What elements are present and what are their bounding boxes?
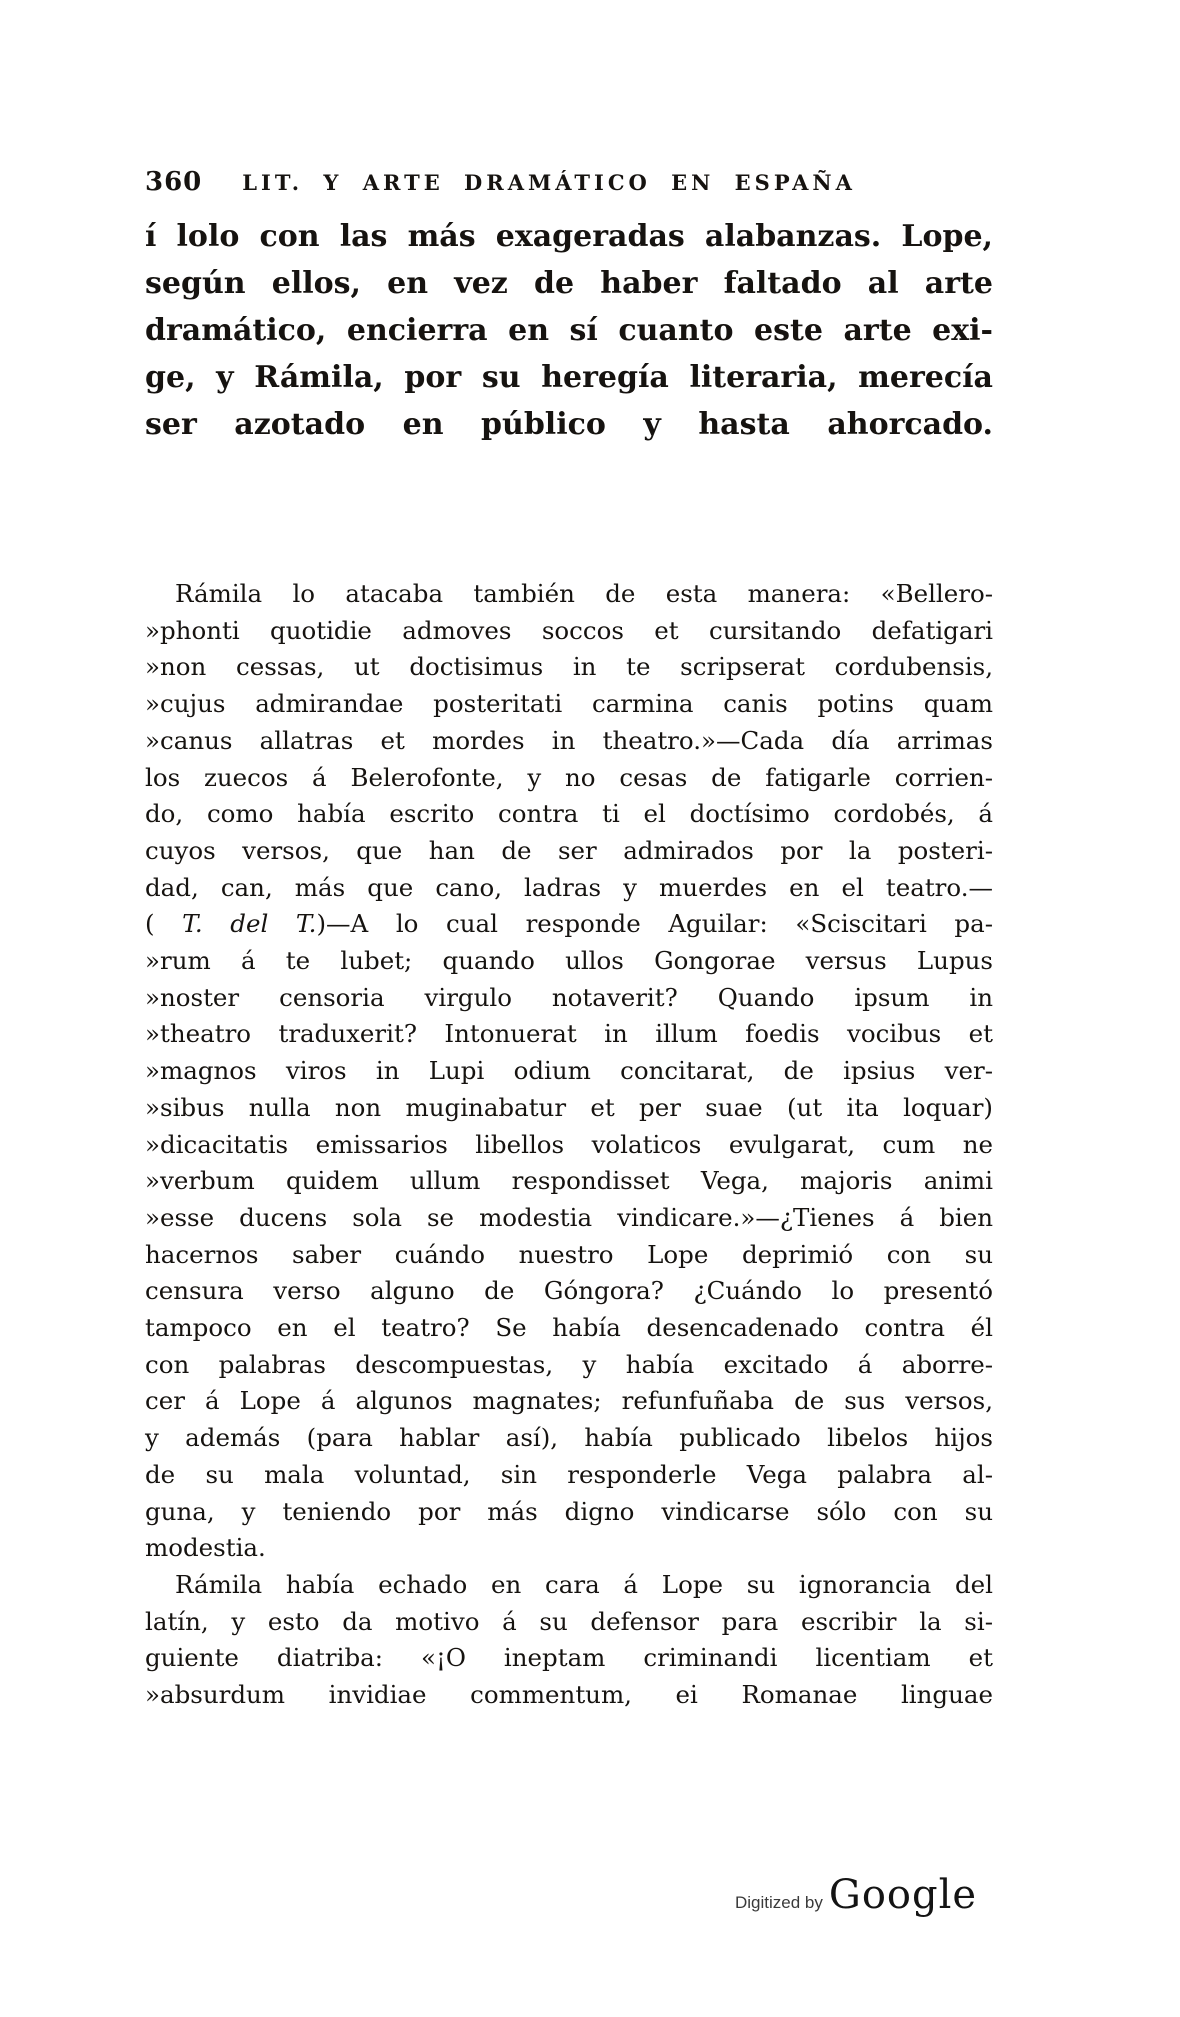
text-line: »dicacitatis emissarios libellos volaticos evulgarat, cum ne: [145, 1129, 993, 1159]
text-line: cuyos versos, que han de ser admirados por la posteri-: [145, 835, 993, 865]
text-line: de su mala voluntad, sin responderle Vega palabra al-: [145, 1459, 993, 1489]
text-line: »sibus nulla non muginabatur et per suae (ut ita loquar): [145, 1092, 993, 1122]
text-line: ser azotado en público y hasta ahorcado.: [145, 407, 993, 442]
text-line: ge, y Rámila, por su heregía literaria, merecía: [145, 360, 993, 395]
text-line: según ellos, en vez de haber faltado al arte: [145, 266, 993, 301]
digitized-by-label: Digitized by: [735, 1893, 823, 1912]
text-line: tampoco en el teatro? Se había desencadenado contra él: [145, 1313, 993, 1343]
text-line: do, como había escrito contra ti el doctísimo cordobés, á: [145, 799, 993, 829]
text-line: »phonti quotidie admoves soccos et cursitando defatigari: [145, 615, 993, 645]
google-logo: Google: [828, 1872, 978, 1918]
text-line: »magnos viros in Lupi odium concitarat, de ipsius ver-: [145, 1056, 993, 1086]
text-line: »cujus admirandae posteritati carmina canis potins quam: [145, 689, 993, 719]
lead-paragraph: [145, 213, 993, 448]
main-text: [145, 576, 993, 1714]
text-line: censura verso alguno de Góngora? ¿Cuándo lo presentó: [145, 1276, 993, 1306]
text-line: »non cessas, ut doctisimus in te scripserat cordubensis,: [145, 652, 993, 682]
text-line: »noster censoria virgulo notaverit? Quando ipsum in: [145, 982, 993, 1012]
text-line: »canus allatras et mordes in theatro.»—Cada día arrimas: [145, 725, 993, 755]
text-line: hacernos saber cuándo nuestro Lope deprimió con su: [145, 1239, 993, 1269]
text-line: modestia.: [145, 1533, 266, 1563]
text-line: »theatro traduxerit? Intonuerat in illum foedis vocibus et: [145, 1019, 993, 1049]
digitization-footer: [735, 1872, 977, 1918]
text-line: con palabras descompuestas, y había excitado á aborre-: [145, 1349, 993, 1379]
text-line: dramático, encierra en sí cuanto este arte exi-: [145, 313, 993, 348]
text-line: guiente diatriba: «¡O ineptam criminandi licentiam et: [145, 1643, 993, 1673]
text-line: cer á Lope á algunos magnates; refunfuñaba de sus versos,: [145, 1386, 993, 1416]
chapter-title: LIT. Y ARTE DRAMÁTICO EN ESPAÑA: [242, 170, 856, 195]
text-line: Rámila lo atacaba también de esta manera: «Bellero-: [175, 579, 993, 608]
text-line: dad, can, más que cano, ladras y muerdes en el teatro.—: [145, 872, 993, 902]
text-line: »absurdum invidiae commentum, ei Romanae linguae: [145, 1680, 993, 1710]
text-line: í lolo con las más exageradas alabanzas. Lope,: [145, 219, 993, 254]
text-line: Rámila había echado en cara á Lope su ignorancia del: [175, 1569, 993, 1599]
text-line: ( T. del T.)—A lo cual responde Aguilar: «Sciscitari pa-: [145, 909, 993, 939]
page-content: [145, 167, 993, 1714]
page-number: 360: [145, 167, 203, 197]
text-line: y además (para hablar así), había publicado libelos hijos: [145, 1423, 993, 1453]
text-line: »verbum quidem ullum respondisset Vega, majoris animi: [145, 1166, 993, 1196]
text-line: »rum á te lubet; quando ullos Gongorae versus Lupus: [145, 946, 993, 976]
text-line: guna, y teniendo por más digno vindicarse sólo con su: [145, 1496, 993, 1526]
running-header: [145, 167, 993, 197]
text-line: latín, y esto da motivo á su defensor para escribir la si-: [145, 1606, 993, 1636]
text-line: »esse ducens sola se modestia vindicare.»—¿Tienes á bien: [145, 1202, 993, 1232]
text-line: los zuecos á Belerofonte, y no cesas de fatigarle corrien-: [145, 762, 993, 792]
